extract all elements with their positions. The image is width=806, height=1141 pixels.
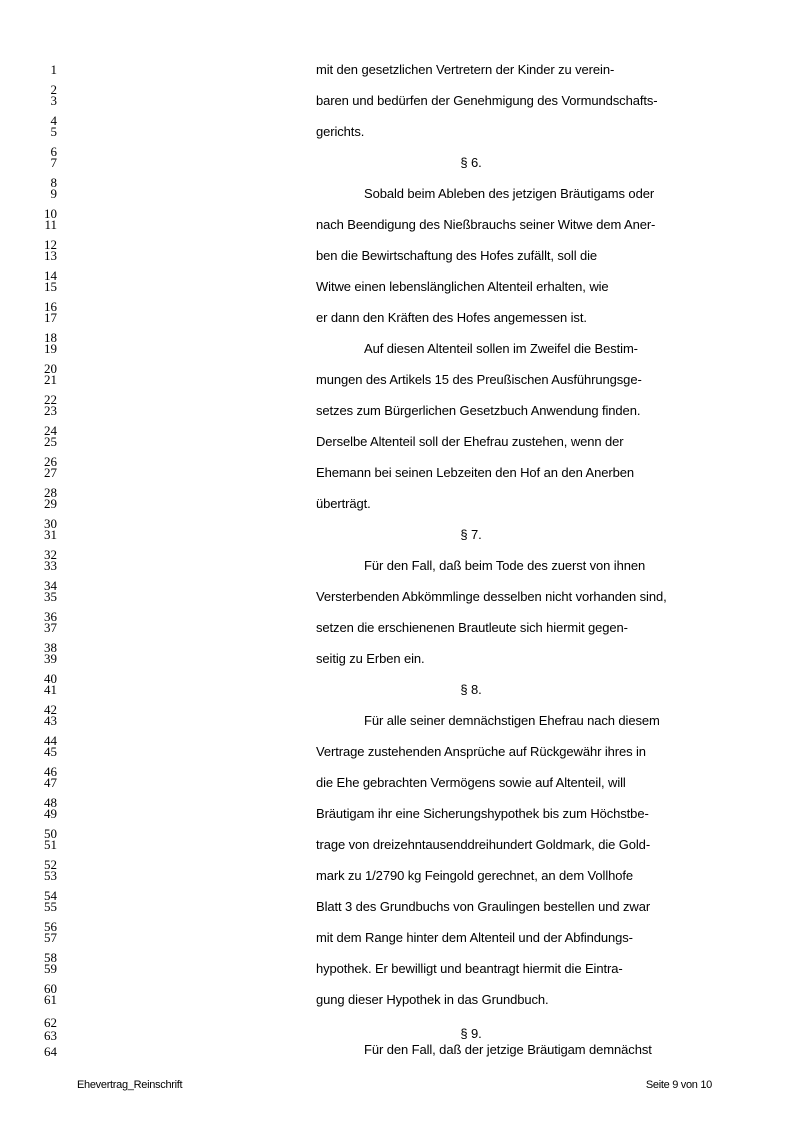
line-number: 46 (44, 764, 57, 779)
line-number: 47 (44, 775, 57, 790)
text-line: Sobald beim Ableben des jetzigen Bräutigams oder (364, 186, 655, 201)
line-number: 42 (44, 702, 57, 717)
line-number: 36 (44, 609, 57, 624)
line-number: 31 (44, 527, 57, 542)
section-heading: § 8. (460, 682, 482, 697)
text-line: ben die Bewirtschaftung des Hofes zufällt, soll die (316, 248, 598, 263)
line-number: 43 (44, 713, 57, 728)
text-line: trage von dreizehntausenddreihundert Goldmark, die Gold- (316, 837, 651, 852)
line-number: 45 (44, 744, 57, 759)
line-number: 58 (44, 950, 57, 965)
line-number: 39 (44, 651, 57, 666)
section-heading: § 9. (460, 1026, 482, 1041)
line-number: 59 (44, 961, 57, 976)
line-number: 53 (44, 868, 57, 883)
line-number: 60 (44, 981, 57, 996)
section-heading: § 6. (460, 155, 482, 170)
text-line: gung dieser Hypothek in das Grundbuch. (316, 992, 549, 1007)
line-number: 24 (44, 423, 57, 438)
line-number: 61 (44, 992, 57, 1007)
line-number: 10 (44, 206, 57, 221)
line-number: 5 (50, 124, 57, 139)
section-heading: § 7. (460, 527, 482, 542)
text-line: Für den Fall, daß beim Tode des zuerst von ihnen (364, 558, 646, 573)
line-number: 17 (44, 310, 57, 325)
line-number: 21 (44, 372, 57, 387)
text-line: Witwe einen lebenslänglichen Altenteil erhalten, wie (316, 279, 609, 294)
line-number: 9 (50, 186, 57, 201)
line-number: 54 (44, 888, 57, 903)
text-line: Blatt 3 des Grundbuchs von Graulingen bestellen und zwar (316, 899, 651, 914)
line-number: 48 (44, 795, 57, 810)
line-number: 13 (44, 248, 57, 263)
text-line: Bräutigam ihr eine Sicherungshypothek bis zum Höchstbe- (316, 806, 649, 821)
line-number: 49 (44, 806, 57, 821)
line-number: 28 (44, 485, 57, 500)
text-line: baren und bedürfen der Genehmigung des Vormundschafts- (316, 93, 658, 108)
line-number: 30 (44, 516, 57, 531)
line-number: 4 (50, 113, 57, 128)
text-line: mit dem Range hinter dem Altenteil und der Abfindungs- (316, 930, 633, 945)
text-line: Versterbenden Abkömmlinge desselben nicht vorhanden sind, (316, 589, 667, 604)
footer-page-number: Seite 9 von 10 (645, 1079, 712, 1091)
line-number: 29 (44, 496, 57, 511)
text-line: setzes zum Bürgerlichen Gesetzbuch Anwendung finden. (316, 403, 641, 418)
line-number: 6 (50, 144, 57, 159)
line-number: 15 (44, 279, 57, 294)
text-line: er dann den Kräften des Hofes angemessen ist. (316, 310, 587, 325)
line-number: 40 (44, 671, 57, 686)
line-number: 14 (44, 268, 57, 283)
line-number: 25 (44, 434, 57, 449)
text-line: Derselbe Altenteil soll der Ehefrau zustehen, wenn der (316, 434, 624, 449)
text-line: überträgt. (316, 496, 371, 511)
text-line: gerichts. (316, 124, 365, 139)
line-number: 57 (44, 930, 57, 945)
line-number: 2 (50, 82, 57, 97)
line-number: 23 (44, 403, 57, 418)
line-number: 33 (44, 558, 57, 573)
text-line: die Ehe gebrachten Vermögens sowie auf Altenteil, will (316, 775, 626, 790)
line-number: 52 (44, 857, 57, 872)
line-number: 11 (44, 217, 57, 232)
line-number: 37 (44, 620, 57, 635)
line-number: 22 (44, 392, 57, 407)
line-number: 12 (44, 237, 57, 252)
line-number: 19 (44, 341, 57, 356)
text-line: setzen die erschienenen Brautleute sich hiermit gegen- (316, 620, 628, 635)
line-number: 64 (44, 1044, 57, 1059)
line-number: 50 (44, 826, 57, 841)
text-line: mit den gesetzlichen Vertretern der Kinder zu verein- (316, 62, 615, 77)
text-line: Für den Fall, daß der jetzige Bräutigam demnächst (364, 1042, 652, 1057)
text-line: nach Beendigung des Nießbrauchs seiner Witwe dem Aner- (316, 217, 656, 232)
text-line: mark zu 1/2790 kg Feingold gerechnet, an dem Vollhofe (316, 868, 634, 883)
line-number: 16 (44, 299, 57, 314)
line-number: 7 (50, 155, 57, 170)
line-number: 1 (50, 62, 57, 77)
line-number: 34 (44, 578, 57, 593)
line-number: 51 (44, 837, 57, 852)
line-number: 32 (44, 547, 57, 562)
line-number: 63 (44, 1028, 57, 1043)
text-line: hypothek. Er bewilligt und beantragt hiermit die Eintra- (316, 961, 623, 976)
line-number: 44 (44, 733, 57, 748)
line-number: 20 (44, 361, 57, 376)
line-number: 35 (44, 589, 57, 604)
text-line: Vertrage zustehenden Ansprüche auf Rückgewähr ihres in (316, 744, 646, 759)
text-line: Auf diesen Altenteil sollen im Zweifel die Bestim- (364, 341, 638, 356)
line-number: 55 (44, 899, 57, 914)
line-number: 56 (44, 919, 57, 934)
line-number: 38 (44, 640, 57, 655)
text-line: mungen des Artikels 15 des Preußischen Ausführungsge- (316, 372, 642, 387)
footer-document-name: Ehevertrag_Reinschrift (77, 1079, 183, 1091)
line-number: 62 (44, 1015, 57, 1030)
text-line: seitig zu Erben ein. (316, 651, 425, 666)
text-line: Für alle seiner demnächstigen Ehefrau nach diesem (364, 713, 660, 728)
line-number: 18 (44, 330, 57, 345)
line-number: 27 (44, 465, 57, 480)
text-line: Ehemann bei seinen Lebzeiten den Hof an den Anerben (316, 465, 634, 480)
line-number: 41 (44, 682, 57, 697)
line-number: 26 (44, 454, 57, 469)
line-number: 8 (50, 175, 57, 190)
line-number: 3 (50, 93, 57, 108)
